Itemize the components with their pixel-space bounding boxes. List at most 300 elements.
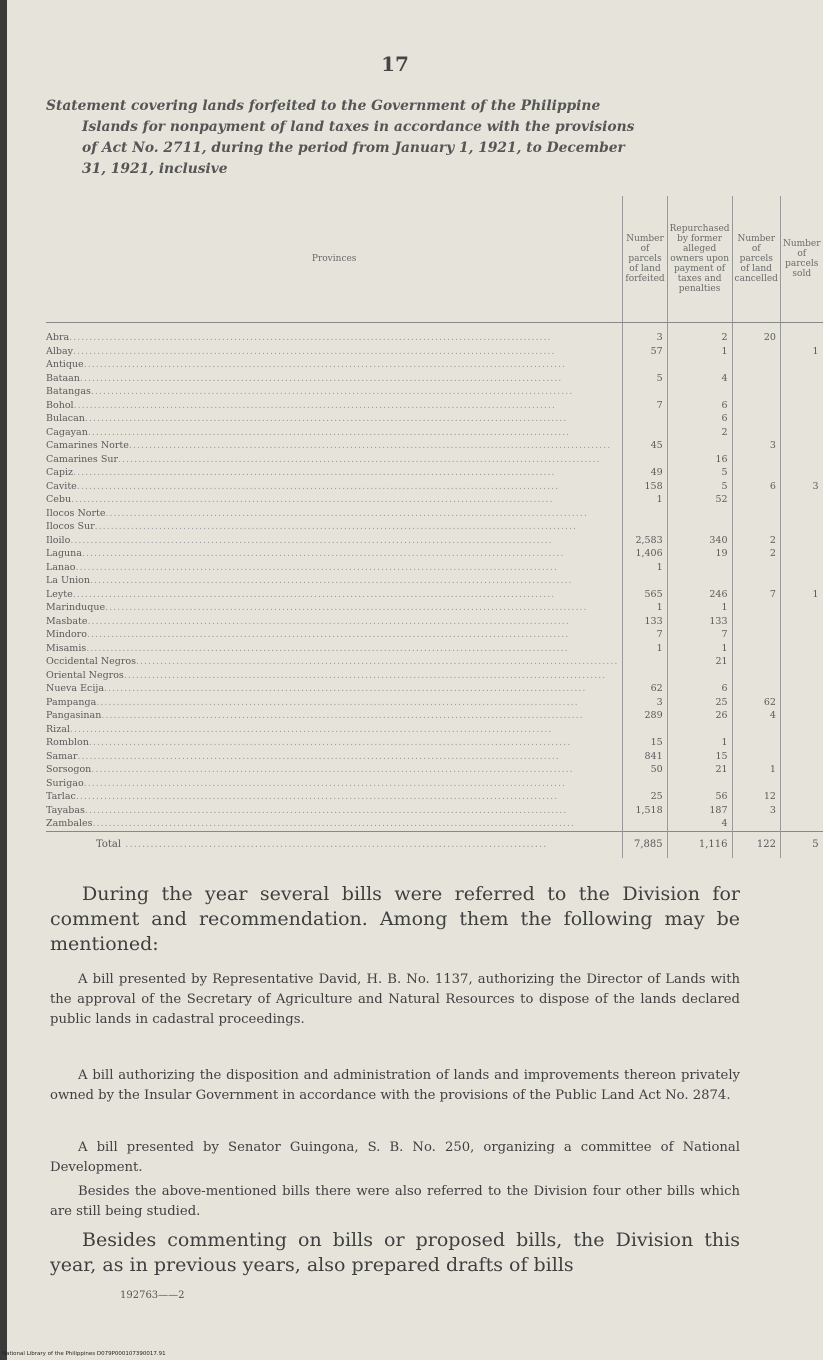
cancelled-cell: 2 [732, 534, 780, 548]
sold-cell [780, 520, 822, 534]
province-name: Tayabas [46, 804, 85, 816]
sold-cell [780, 709, 822, 723]
repurchased-cell: 5 [667, 480, 732, 494]
page-number: 17 [381, 52, 409, 76]
leader-dots: ........................................................................................................................ [84, 804, 568, 816]
province-name: Misamis [46, 642, 87, 654]
leader-dots: ........................................................................................................................ [86, 642, 569, 654]
cancelled-cell [732, 777, 780, 791]
sold-cell [780, 358, 822, 372]
forfeited-cell: 2,583 [623, 534, 667, 548]
forfeited-cell [623, 669, 667, 683]
province-cell [46, 507, 623, 521]
sold-cell [780, 669, 822, 683]
repurchased-cell [667, 385, 732, 399]
cancelled-cell: 3 [732, 804, 780, 818]
cancelled-cell [732, 466, 780, 480]
leader-dots: ........................................................................................................................ [71, 494, 554, 505]
province-cell [46, 804, 623, 818]
forfeited-cell: 57 [623, 345, 667, 359]
forfeited-cell [623, 817, 667, 831]
table-row [46, 412, 823, 426]
table-row [46, 696, 823, 710]
repurchased-cell: 5 [667, 466, 732, 480]
leader-dots: ........................................................................................................................ [69, 723, 553, 735]
forfeited-cell: 1 [623, 601, 667, 615]
sold-cell [780, 574, 822, 588]
forfeited-cell: 7 [623, 628, 667, 642]
province-cell [46, 466, 623, 480]
leader-dots: ........................................................................................................................ [83, 359, 567, 370]
title-line: 31, 1921, inclusive [82, 161, 228, 177]
cancelled-cell [732, 574, 780, 588]
paragraph-other-bills: Besides the above-mentioned bills there were also referred to the Division four other bills which are still being studied. [50, 1184, 740, 1219]
leader-dots: ........................................................................................................................ [118, 453, 601, 465]
repurchased-cell [667, 439, 732, 453]
leader-dots: ........................................................................................................................ [105, 507, 588, 519]
leader-dots: ........................................................................................................................ [135, 656, 619, 667]
leader-dots: ........................................................................................................................ [86, 629, 570, 640]
cancelled-cell: 62 [732, 696, 780, 710]
forfeited-cell: 49 [623, 466, 667, 480]
province-name: Ilocos Norte [46, 507, 106, 519]
table-row [46, 655, 823, 669]
province-cell [46, 642, 623, 656]
repurchased-cell: 15 [667, 750, 732, 764]
total-repurchased-cell: 1,116 [667, 831, 732, 858]
table-row [46, 385, 823, 399]
table-row [46, 790, 823, 804]
province-name: Oriental Negros [46, 669, 124, 681]
province-name: La Union [46, 575, 90, 586]
cancelled-cell [732, 385, 780, 399]
province-name: Leyte [46, 588, 73, 600]
province-name: Mindoro [46, 629, 87, 640]
sold-cell [780, 323, 822, 345]
province-name: Iloilo [46, 534, 71, 546]
leader-dots: ........................................................................................................................ [91, 764, 574, 775]
sold-cell [780, 790, 822, 804]
cancelled-cell [732, 615, 780, 629]
sold-cell: 3 [780, 480, 822, 494]
province-cell [46, 372, 623, 386]
table-row [46, 763, 823, 777]
province-cell [46, 399, 623, 413]
repurchased-cell: 1 [667, 642, 732, 656]
table-row [46, 323, 823, 345]
province-cell [46, 709, 623, 723]
cancelled-cell [732, 682, 780, 696]
province-name: Antique [46, 359, 84, 370]
repurchased-cell: 21 [667, 655, 732, 669]
province-name: Cebu [46, 494, 72, 505]
province-name: Zambales [46, 818, 93, 829]
repurchased-cell [667, 561, 732, 575]
table-row [46, 561, 823, 575]
total-label-cell [46, 831, 623, 858]
repurchased-cell: 187 [667, 804, 732, 818]
cancelled-cell: 3 [732, 439, 780, 453]
repurchased-cell: 1 [667, 736, 732, 750]
leader-dots: ........................................................................................................................ [84, 413, 568, 424]
forfeited-cell: 1,518 [623, 804, 667, 818]
forfeited-cell: 158 [623, 480, 667, 494]
leader-dots: ........................................................................................................................ [73, 399, 556, 411]
leader-dots: ........................................................................................................................ [128, 440, 612, 451]
forfeited-cell [623, 453, 667, 467]
leader-dots: ..................................................................................................... [121, 838, 548, 850]
total-label: Total [96, 838, 122, 850]
province-cell [46, 547, 623, 561]
province-name: Albay [46, 345, 74, 357]
cancelled-cell: 7 [732, 588, 780, 602]
sold-cell [780, 642, 822, 656]
sold-cell [780, 547, 822, 561]
cancelled-cell [732, 750, 780, 764]
forfeited-cell: 7 [623, 399, 667, 413]
province-cell [46, 588, 623, 602]
province-name: Ilocos Sur [46, 521, 95, 532]
repurchased-cell: 56 [667, 790, 732, 804]
province-cell [46, 480, 623, 494]
sold-cell [780, 412, 822, 426]
repurchased-cell: 16 [667, 453, 732, 467]
total-cancelled-cell: 122 [732, 831, 780, 858]
leader-dots: ........................................................................................................................ [75, 791, 559, 802]
province-cell [46, 412, 623, 426]
repurchased-cell [667, 777, 732, 791]
header-province: Provinces [46, 196, 623, 323]
province-cell [46, 669, 623, 683]
province-name: Tarlac [46, 791, 76, 802]
table-row [46, 615, 823, 629]
province-cell [46, 453, 623, 467]
cancelled-cell [732, 642, 780, 656]
province-name: Capiz [46, 467, 74, 478]
table-row [46, 736, 823, 750]
repurchased-cell: 19 [667, 547, 732, 561]
province-cell [46, 439, 623, 453]
header-cancelled: Number of parcels of land cancelled [732, 196, 780, 323]
province-name: Masbate [46, 615, 88, 627]
leader-dots: ........................................................................................................................ [123, 669, 607, 681]
forfeited-cell: 289 [623, 709, 667, 723]
total-forfeited-cell: 7,885 [623, 831, 667, 858]
forfeited-cell: 15 [623, 736, 667, 750]
forfeited-cell: 25 [623, 790, 667, 804]
leader-dots: ........................................................................................................................ [73, 345, 556, 357]
table-header-row [46, 196, 823, 323]
table-row [46, 628, 823, 642]
leader-dots: ........................................................................................................................ [79, 372, 563, 384]
cancelled-cell [732, 399, 780, 413]
province-name: Romblon [46, 737, 89, 748]
sold-cell [780, 507, 822, 521]
cancelled-cell [732, 669, 780, 683]
header-sold: Number of parcels sold [780, 196, 822, 323]
sold-cell [780, 399, 822, 413]
forfeited-cell [623, 507, 667, 521]
repurchased-cell: 1 [667, 601, 732, 615]
forfeited-cell [623, 385, 667, 399]
cancelled-cell [732, 358, 780, 372]
paragraph-bill-3: A bill presented by Senator Guingona, S. B. No. 250, organizing a committee of National Development. [50, 1140, 740, 1175]
forfeited-cell [623, 574, 667, 588]
province-cell [46, 763, 623, 777]
repurchased-cell [667, 520, 732, 534]
forfeited-cell: 565 [623, 588, 667, 602]
table-row [46, 358, 823, 372]
province-cell [46, 750, 623, 764]
cancelled-cell [732, 736, 780, 750]
province-name: Bulacan [46, 413, 85, 424]
leader-dots: ........................................................................................................................ [101, 710, 584, 721]
leader-dots: ........................................................................................................................ [75, 561, 558, 573]
province-name: Bataan [46, 372, 80, 384]
sold-cell [780, 817, 822, 831]
repurchased-cell: 52 [667, 493, 732, 507]
table-row [46, 453, 823, 467]
header-repurchased: Repurchased by former alleged owners upon payment of taxes and penalties [667, 196, 732, 323]
province-cell [46, 615, 623, 629]
province-name: Abra [46, 332, 70, 343]
cancelled-cell [732, 345, 780, 359]
repurchased-cell [667, 723, 732, 737]
signature-code: 192763——2 [120, 1290, 185, 1301]
table-row [46, 750, 823, 764]
province-name: Sorsogon [46, 764, 92, 775]
cancelled-cell [732, 817, 780, 831]
repurchased-cell: 2 [667, 426, 732, 440]
province-cell [46, 736, 623, 750]
sold-cell [780, 426, 822, 440]
sold-cell [780, 466, 822, 480]
table-row [46, 493, 823, 507]
forfeited-cell: 45 [623, 439, 667, 453]
table-row [46, 399, 823, 413]
forfeited-cell [623, 412, 667, 426]
repurchased-cell: 2 [667, 323, 732, 345]
repurchased-cell: 6 [667, 399, 732, 413]
sold-cell [780, 372, 822, 386]
province-cell [46, 723, 623, 737]
leader-dots: ........................................................................................................................ [105, 602, 588, 613]
leader-dots: ........................................................................................................................ [96, 696, 579, 708]
repurchased-cell [667, 507, 732, 521]
leader-dots: ........................................................................................................................ [83, 777, 567, 789]
repurchased-cell: 1 [667, 345, 732, 359]
forfeited-lands-table [46, 196, 823, 858]
province-name: Nueva Ecija [46, 683, 105, 694]
province-name: Marinduque [46, 602, 106, 613]
forfeited-cell: 133 [623, 615, 667, 629]
forfeited-cell: 841 [623, 750, 667, 764]
cancelled-cell: 1 [732, 763, 780, 777]
province-cell [46, 790, 623, 804]
cancelled-cell: 20 [732, 323, 780, 345]
table-row [46, 426, 823, 440]
cancelled-cell: 12 [732, 790, 780, 804]
province-cell [46, 655, 623, 669]
forfeited-cell: 3 [623, 696, 667, 710]
table-row [46, 345, 823, 359]
table-row [46, 777, 823, 791]
leader-dots: ........................................................................................................................ [70, 534, 553, 546]
province-cell [46, 345, 623, 359]
repurchased-cell: 6 [667, 412, 732, 426]
leader-dots: ........................................................................................................................ [81, 548, 565, 559]
forfeited-cell [623, 723, 667, 737]
table-row [46, 682, 823, 696]
repurchased-cell [667, 358, 732, 372]
sold-cell [780, 723, 822, 737]
repurchased-cell: 7 [667, 628, 732, 642]
leader-dots: ........................................................................................................................ [88, 737, 572, 748]
table-row [46, 574, 823, 588]
province-cell [46, 493, 623, 507]
scan-credit: National Library of the Philippines D079P000107390017.91 [2, 1351, 166, 1357]
province-name: Batangas [46, 386, 91, 397]
forfeited-cell [623, 520, 667, 534]
cancelled-cell [732, 601, 780, 615]
sold-cell [780, 696, 822, 710]
sold-cell [780, 601, 822, 615]
province-cell [46, 520, 623, 534]
cancelled-cell [732, 426, 780, 440]
sold-cell [780, 628, 822, 642]
table-row [46, 466, 823, 480]
province-cell [46, 628, 623, 642]
table-row [46, 372, 823, 386]
sold-cell [780, 615, 822, 629]
cancelled-cell [732, 723, 780, 737]
forfeited-cell: 5 [623, 372, 667, 386]
forfeited-cell: 1 [623, 642, 667, 656]
sold-cell: 1 [780, 345, 822, 359]
province-cell [46, 534, 623, 548]
table-body [46, 323, 823, 858]
table-row [46, 709, 823, 723]
province-name: Laguna [46, 548, 82, 559]
forfeited-cell: 1 [623, 561, 667, 575]
title-line: Statement covering lands forfeited to the Government of the Philippine [46, 98, 601, 114]
paragraph-bill-2: A bill authorizing the disposition and administration of lands and improvements thereon privately owned by the Insular Government in accordance with the provisions of the Public Land Act No. 2874. [50, 1068, 740, 1103]
sold-cell [780, 385, 822, 399]
paragraph-drafts: Besides commenting on bills or proposed bills, the Division this year, as in previous years, also prepared drafts of bills [50, 1229, 740, 1276]
cancelled-cell [732, 628, 780, 642]
sold-cell [780, 682, 822, 696]
header-forfeited: Number of parcels of land forfeited [623, 196, 667, 323]
paragraph-bill-1: A bill presented by Representative David, H. B. No. 1137, authorizing the Director of Lands with the approval of the Secretary of Agriculture and Natural Resources to dispose of the lands declared public lands in cadastral proceedings. [50, 972, 740, 1027]
province-name: Camarines Norte [46, 440, 129, 451]
table-row [46, 804, 823, 818]
province-name: Surigao [46, 777, 84, 789]
table-row [46, 642, 823, 656]
leader-dots: ........................................................................................................................ [90, 386, 574, 397]
sold-cell [780, 736, 822, 750]
repurchased-cell: 25 [667, 696, 732, 710]
leader-dots: ........................................................................................................................ [94, 521, 577, 532]
cancelled-cell [732, 655, 780, 669]
forfeited-cell [623, 777, 667, 791]
cancelled-cell [732, 453, 780, 467]
province-name: Cavite [46, 480, 77, 492]
leader-dots: ........................................................................................................................ [69, 332, 552, 343]
repurchased-cell: 4 [667, 817, 732, 831]
province-cell [46, 323, 623, 345]
total-row [46, 831, 823, 858]
leader-dots: ........................................................................................................................ [76, 480, 560, 492]
cancelled-cell [732, 493, 780, 507]
repurchased-cell: 133 [667, 615, 732, 629]
province-name: Rizal [46, 723, 70, 735]
table-row [46, 601, 823, 615]
sold-cell [780, 804, 822, 818]
leader-dots: ........................................................................................................................ [77, 750, 560, 762]
forfeited-cell [623, 426, 667, 440]
forfeited-cell: 1 [623, 493, 667, 507]
cancelled-cell [732, 507, 780, 521]
forfeited-cell: 62 [623, 682, 667, 696]
repurchased-cell: 6 [667, 682, 732, 696]
cancelled-cell: 4 [732, 709, 780, 723]
sold-cell [780, 439, 822, 453]
leader-dots: ........................................................................................................................ [90, 575, 573, 586]
forfeited-cell: 1,406 [623, 547, 667, 561]
forfeited-cell: 3 [623, 323, 667, 345]
repurchased-cell: 21 [667, 763, 732, 777]
table-row [46, 520, 823, 534]
leader-dots: ........................................................................................................................ [92, 818, 575, 829]
table-title [46, 96, 746, 180]
sold-cell [780, 777, 822, 791]
sold-cell [780, 561, 822, 575]
province-cell [46, 696, 623, 710]
province-cell [46, 682, 623, 696]
repurchased-cell [667, 669, 732, 683]
leader-dots: ........................................................................................................................ [72, 588, 556, 600]
province-cell [46, 561, 623, 575]
cancelled-cell [732, 412, 780, 426]
province-name: Camarines Sur [46, 453, 118, 465]
sold-cell [780, 534, 822, 548]
table-row [46, 817, 823, 831]
leader-dots: ........................................................................................................................ [87, 426, 571, 438]
table-row [46, 723, 823, 737]
province-name: Pampanga [46, 696, 97, 708]
cancelled-cell [732, 561, 780, 575]
paragraph-intro: During the year several bills were referred to the Division for comment and recommendation. Among them the following may be mentioned: [50, 883, 740, 955]
sold-cell [780, 655, 822, 669]
table-row [46, 439, 823, 453]
repurchased-cell: 340 [667, 534, 732, 548]
title-line: Islands for nonpayment of land taxes in accordance with the provisions [82, 119, 635, 135]
sold-cell [780, 763, 822, 777]
table-row [46, 534, 823, 548]
province-name: Cagayan [46, 426, 88, 438]
table-row [46, 588, 823, 602]
province-cell [46, 574, 623, 588]
province-cell [46, 358, 623, 372]
sold-cell [780, 750, 822, 764]
province-cell [46, 385, 623, 399]
repurchased-cell [667, 574, 732, 588]
province-cell [46, 777, 623, 791]
province-name: Bohol [46, 399, 74, 411]
repurchased-cell: 246 [667, 588, 732, 602]
leader-dots: ........................................................................................................................ [73, 467, 556, 478]
province-name: Pangasinan [46, 710, 102, 721]
